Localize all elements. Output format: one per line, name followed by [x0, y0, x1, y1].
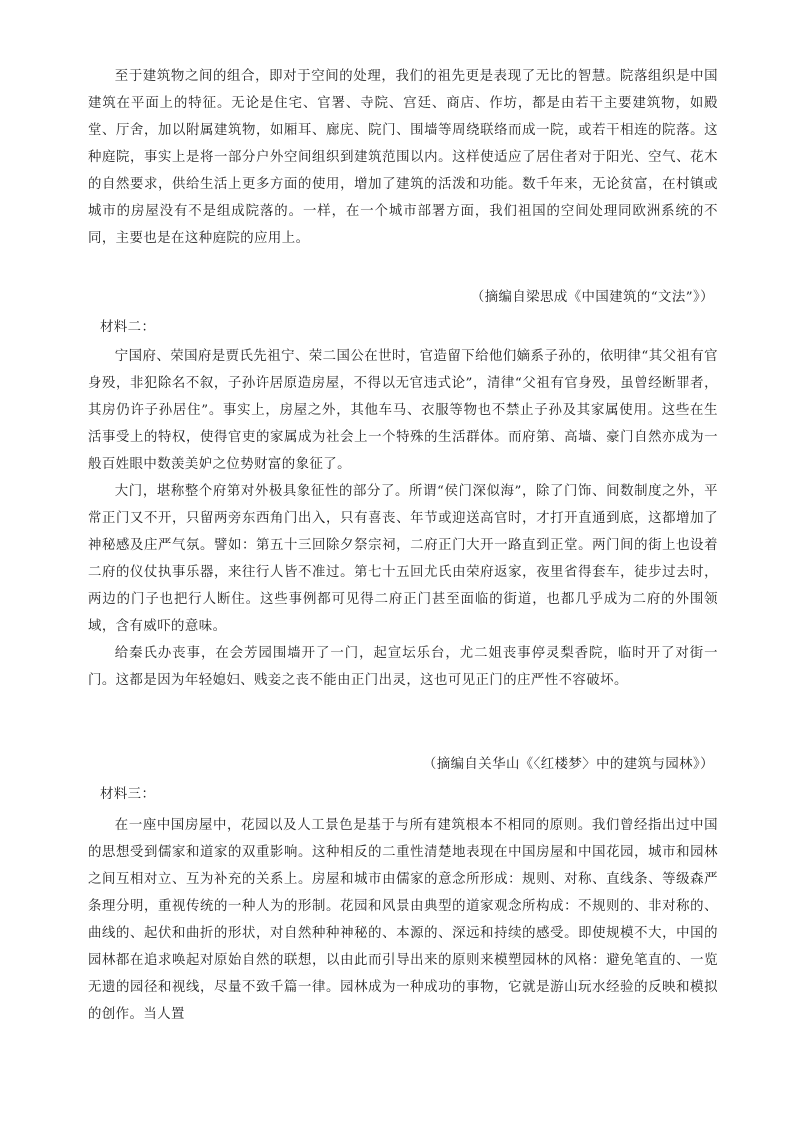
material-two-paragraph-1: 宁国府、荣国府是贾氏先祖宁、荣二国公在世时，官造留下给他们嫡系子孙的，依明律“其父祖有官身殁，非犯除名不叙，子孙许居原造房屋，不得以无官违式论”，清律“父祖有官身殁，虽曾经断罪者，其房仍许子孙居住”。事实上，房屋之外，其他车马、衣服等物也不禁止子孙及其家属使用。这些在生活事受上的特权，使得官吏的家属成为社会上一个特殊的生活群体。而府第、高墙、豪门自然亦成为一般百姓眼中数羡美妒之位势财富的象征了。 — [88, 349, 718, 472]
material-one-section — [88, 63, 718, 252]
material-two-paragraph-2: 大门，堪称整个府第对外极具象征性的部分了。所谓“侯门深似海”，除了门饰、间数制度之外，平常正门又不开，只留两旁东西角门出入，只有喜丧、年节或迎送高官时，才打开直通到底，这都增加了神秘感及庄严气氛。譬如：第五十三回除夕祭宗祠，二府正门大开一路直到正堂。两门间的街上也设着二府的仪仗执事乐器，来往行人皆不准过。第七十五回尤氏由荣府返家，夜里省得套车，徒步过去时，两边的门子也把行人断住。这些事例都可见得二府正门甚至面临的街道，也都几乎成为二府的外围领域，含有威吓的意味。 — [88, 484, 718, 634]
material-one-paragraph: 至于建筑物之间的组合，即对于空间的处理，我们的祖先更是表现了无比的智慧。院落组织是中国建筑在平面上的特征。无论是住宅、官署、寺院、宫廷、商店、作坊，都是由若干主要建筑物，如殿堂、厅舍，加以附属建筑物，如厢耳、廊庑、院门、围墙等周绕联络而成一院，或若干相连的院落。这种庭院，事实上是将一部分户外空间组织到建筑范围以内。这样使适应了居住者对于阳光、空气、花木的自然要求，供给生活上更多方面的使用，增加了建筑的活泼和功能。数千年来，无论贫富，在村镇或城市的房屋没有不是组成院落的。一样，在一个城市部署方面，我们祖国的空间处理同欧洲系统的不同，主要也是在这种庭院的应用上。 — [88, 69, 718, 246]
material-three-section — [88, 812, 718, 1028]
material-two-heading: 材料二： — [100, 320, 156, 335]
material-two-section — [88, 343, 718, 694]
material-three-paragraph: 在一座中国房屋中，花园以及人工景色是基于与所有建筑根本不相同的原则。我们曾经指出过中国的思想受到儒家和道家的双重影响。这种相反的二重性清楚地表现在中国房屋和中国花园，城市和园林之间互相对立、互为补充的关系上。房屋和城市由儒家的意念所形成：规则、对称、直线条、等级森严条理分明，重视传统的一种人为的形制。花园和风景由典型的道家观念所构成：不规则的、非对称的、曲线的、起伏和曲折的形状，对自然种种神秘的、本源的、深远和持续的感受。即使规模不大，中国的园林都在追求唤起对原始自然的联想，以由此而引导出来的原则来模塑园林的风格：避免笔直的、一览无遗的园径和视线，尽量不致千篇一律。园林成为一种成功的事物，它就是游山玩水经验的反映和模拟的创作。当人置 — [88, 818, 718, 1022]
material-two-source: （摘编自关华山《〈红楼梦〉中的建筑与园林》） — [422, 757, 714, 772]
material-two-paragraph-3: 给秦氏办丧事，在会芳园围墙开了一门，起宣坛乐台，尤二姐丧事停灵梨香院，临时开了对街一门。这都是因为年轻媳妇、贱妾之丧不能由正门出灵，这也可见正门的庄严性不容破坏。 — [88, 646, 718, 688]
material-three-heading: 材料三： — [100, 787, 156, 802]
material-one-source: （摘编自梁思成《中国建筑的“文法”》） — [470, 290, 714, 305]
